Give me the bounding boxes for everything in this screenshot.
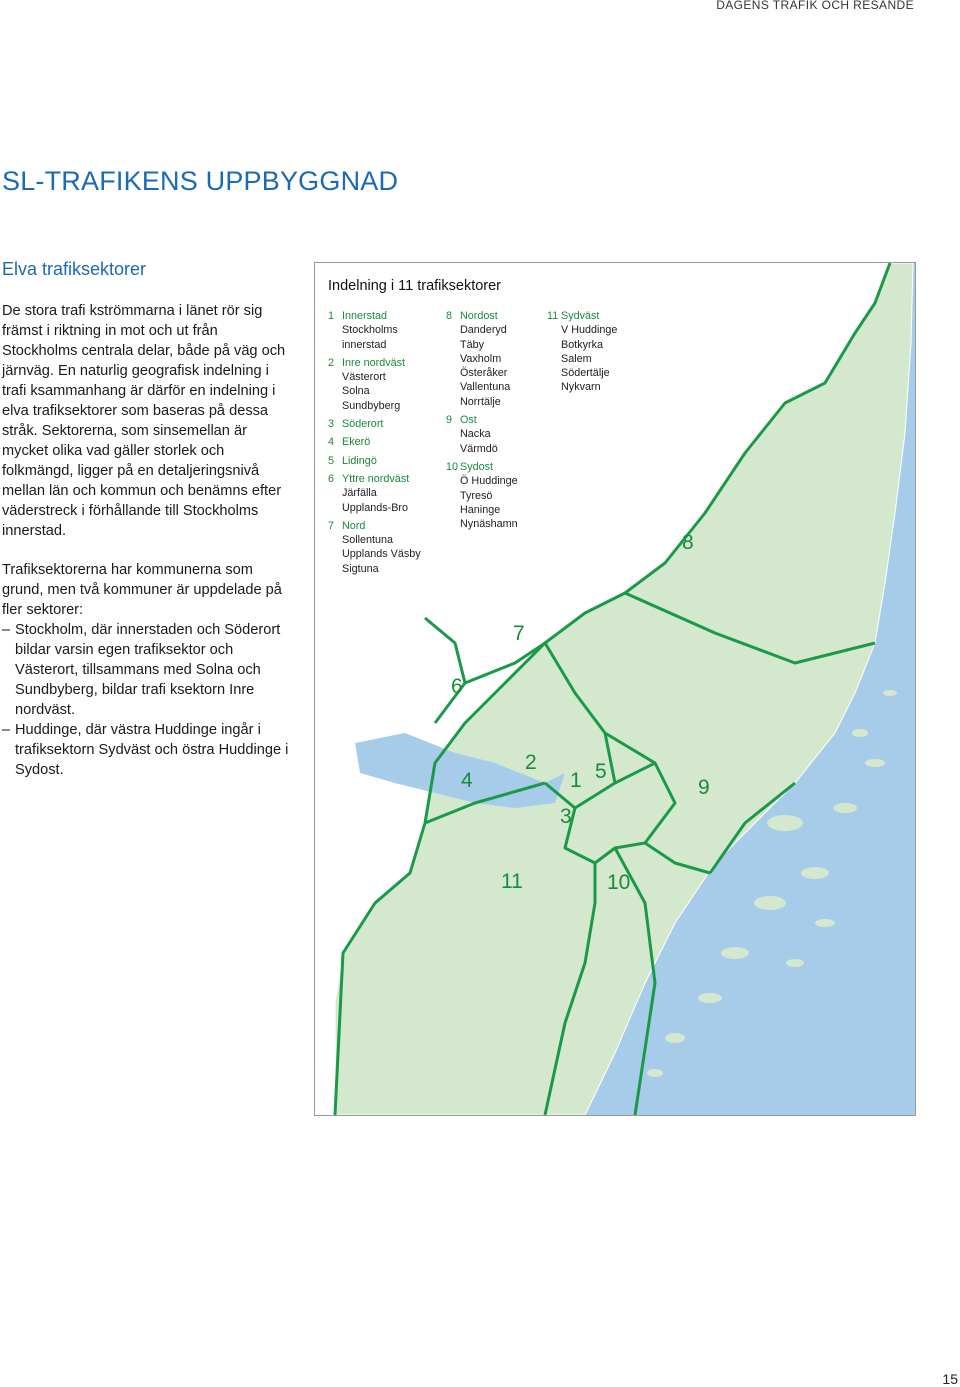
legend-muni: Täby xyxy=(460,338,485,351)
legend-muni: Upplands-Bro xyxy=(342,501,409,514)
legend-column-2 xyxy=(446,309,518,535)
legend-muni: Nynäshamn xyxy=(460,518,518,531)
body-paragraph-2 xyxy=(2,560,294,780)
legend-num: 2 xyxy=(328,356,335,369)
legend-muni: Sundbyberg xyxy=(342,399,401,412)
sector-label-3: 3 xyxy=(560,805,572,828)
legend-sector-name: Yttre nordväst xyxy=(342,472,410,485)
legend-entry xyxy=(547,309,617,395)
section-heading: Elva trafiksektorer xyxy=(2,259,147,279)
legend-num: 11 xyxy=(547,310,559,322)
legend-column-1 xyxy=(328,309,421,580)
paragraph-intro: Trafiksektorerna har kommunerna som grund, men två kommuner är uppdelade på fler sektorer: xyxy=(2,562,282,618)
legend-entry xyxy=(328,309,421,352)
legend-muni: Botkyrka xyxy=(561,338,604,351)
legend-sector-name: Nordost xyxy=(460,310,498,322)
legend-muni: Stockholms xyxy=(342,324,398,337)
map-title: Indelning i 11 trafiksektorer xyxy=(328,278,502,294)
legend-muni: innerstad xyxy=(342,338,387,351)
sector-label-2: 2 xyxy=(525,751,537,774)
sector-label-1: 1 xyxy=(570,769,582,792)
legend-num: 5 xyxy=(328,454,335,467)
sector-label-8: 8 xyxy=(682,531,694,554)
legend-muni: Tyresö xyxy=(460,489,493,502)
legend-column-3 xyxy=(547,309,617,399)
legend-muni: Solna xyxy=(342,385,370,398)
page-title: SL-TRAFIKENS UPPBYGGNAD xyxy=(2,166,399,196)
legend-muni: Ö Huddinge xyxy=(460,475,518,488)
body-paragraph-1 xyxy=(2,301,294,541)
legend-sector-name: Söderort xyxy=(342,418,384,431)
legend-sector-name: Innerstad xyxy=(342,310,388,322)
sector-label-7: 7 xyxy=(513,622,525,645)
legend-muni: Upplands Väsby xyxy=(342,548,421,561)
paragraph-text: De stora trafi kströmmarna i länet rör sig främst i riktning in mot och ut från Stockholms centrala delar, både på väg och järnväg. En naturlig geografisk indelning i trafi ksammanhang är därför en indelning i elva trafiksektorer som baseras på dessa stråk. Sektorerna, som sinsemellan är mycket olika vad gäller storlek och folkmängd, ligger på en detaljeringsnivå mellan län och kommun och benämns efter väderstreck i förhållande till Stockholms innerstad. xyxy=(2,303,286,539)
list-item-text: Stockholm, där innerstaden och Söderort bildar varsin egen trafiksektor och Västerort, tillsammans med Solna och Sundbyberg, bildar trafi ksektorn Inre nordväst. xyxy=(15,622,281,718)
legend-num: 7 xyxy=(328,519,335,532)
legend-entry xyxy=(328,417,421,431)
sector-label-4: 4 xyxy=(461,769,473,792)
running-header: DAGENS TRAFIK OCH RESANDE xyxy=(716,0,914,12)
page-number: 15 xyxy=(942,1371,958,1387)
list-dash: – xyxy=(2,622,11,638)
legend-muni: Danderyd xyxy=(460,324,507,337)
legend-muni: Sollentuna xyxy=(342,534,394,547)
legend-entry xyxy=(328,435,421,449)
legend-muni: Järfälla xyxy=(342,487,377,500)
sector-label-10: 10 xyxy=(607,871,631,894)
list-item xyxy=(2,720,294,780)
legend-num: 3 xyxy=(328,418,335,431)
sector-label-6: 6 xyxy=(451,675,463,698)
list-dash: – xyxy=(2,722,11,738)
legend-muni: Värmdö xyxy=(460,442,498,455)
legend-entry xyxy=(328,356,421,413)
sector-label-11: 11 xyxy=(501,870,523,893)
legend-muni: Södertälje xyxy=(561,367,610,380)
legend-muni: Nacka xyxy=(460,428,491,441)
sector-label-9: 9 xyxy=(698,776,710,799)
legend-sector-name: Ost xyxy=(460,414,477,427)
legend-sector-name: Sydost xyxy=(460,460,494,473)
legend-muni: Vallentuna xyxy=(460,381,511,394)
legend-muni: Vaxholm xyxy=(460,352,502,365)
legend-entry xyxy=(446,309,518,409)
list-item-text: Huddinge, där västra Huddinge ingår i trafiksektorn Sydväst och östra Huddinge i Sydost. xyxy=(15,722,289,778)
legend-num: 6 xyxy=(328,472,335,485)
sector-map xyxy=(314,262,916,1116)
list-item xyxy=(2,620,294,720)
legend-muni: Salem xyxy=(561,352,592,365)
sector-label-5: 5 xyxy=(595,760,607,783)
legend-muni: Österåker xyxy=(460,367,508,380)
legend-muni: Västerort xyxy=(342,371,386,384)
legend-muni: Haninge xyxy=(460,503,501,516)
legend-muni: Nykvarn xyxy=(561,381,601,394)
legend-entry xyxy=(328,519,421,576)
legend-sector-name: Lidingö xyxy=(342,454,377,467)
legend-muni: Sigtuna xyxy=(342,562,379,575)
legend-num: 4 xyxy=(328,436,335,449)
legend-num: 8 xyxy=(446,310,453,322)
legend-sector-name: Nord xyxy=(342,519,366,532)
legend-entry xyxy=(446,460,518,531)
legend-num: 1 xyxy=(328,310,335,322)
legend-sector-name: Sydväst xyxy=(561,310,600,322)
legend-muni: V Huddinge xyxy=(561,324,618,337)
legend-num: 9 xyxy=(446,414,453,427)
legend-entry xyxy=(328,454,421,468)
legend-entry xyxy=(328,472,421,515)
legend-sector-name: Ekerö xyxy=(342,436,371,449)
legend-muni: Norrtälje xyxy=(460,395,501,408)
legend-sector-name: Inre nordväst xyxy=(342,356,406,369)
legend-entry xyxy=(446,413,518,456)
legend-num: 10 xyxy=(446,460,459,473)
